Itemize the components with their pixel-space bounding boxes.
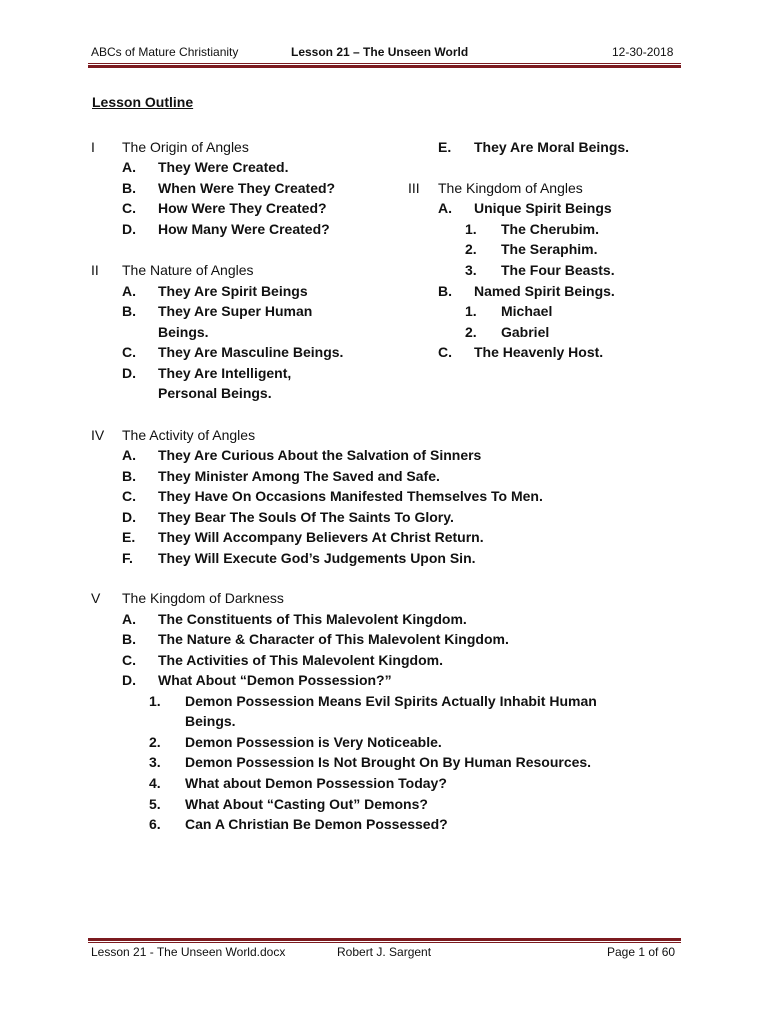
outline-label: 1.: [465, 221, 477, 237]
outline-item-text: They Minister Among The Saved and Safe.: [158, 468, 440, 484]
outline-label: 1.: [149, 693, 161, 709]
outline-item-text: The Seraphim.: [501, 241, 598, 257]
outline-item-text: The Constituents of This Malevolent Kingdom.: [158, 611, 467, 627]
outline-label: A.: [122, 159, 136, 175]
outline-label: F.: [122, 550, 133, 566]
outline-label: 3.: [465, 262, 477, 278]
outline-label: 2.: [465, 324, 477, 340]
outline-label: A.: [122, 447, 136, 463]
outline-item-text: How Were They Created?: [158, 200, 327, 216]
outline-item-text: They Are Spirit Beings: [158, 283, 308, 299]
outline-label: III: [408, 180, 420, 196]
outline-item-text: The Cherubim.: [501, 221, 600, 237]
footer-center: Robert J. Sargent: [337, 945, 432, 959]
outline-label: IV: [91, 427, 105, 443]
header-left: ABCs of Mature Christianity: [91, 45, 239, 59]
outline-label: A.: [122, 283, 136, 299]
outline-item-text: Demon Possession Is Not Brought On By Human Resources.: [185, 754, 592, 770]
outline-item-text: The Origin of Angles: [122, 139, 249, 155]
outline-label: B.: [438, 283, 452, 299]
outline-item-text: What About “Casting Out” Demons?: [185, 796, 428, 812]
outline-item-text: Demon Possession Means Evil Spirits Actually Inhabit Human: [185, 693, 597, 709]
outline-item-text: What About “Demon Possession?”: [158, 672, 392, 688]
outline-label: B.: [122, 180, 136, 196]
outline-item-text: Unique Spirit Beings: [474, 200, 612, 216]
outline-label: E.: [122, 529, 136, 545]
outline-label: I: [91, 139, 95, 155]
outline-label: C.: [122, 652, 136, 668]
outline-label: B.: [122, 631, 136, 647]
outline-item-text: Gabriel: [501, 324, 550, 340]
outline-item-text: They Will Accompany Believers At Christ Return.: [158, 529, 484, 545]
outline-label: C.: [122, 344, 136, 360]
outline-item-text: They Are Curious About the Salvation of Sinners: [158, 447, 482, 463]
outline-label: 2.: [149, 734, 161, 750]
outline-label: 4.: [149, 775, 161, 791]
outline-label: C.: [438, 344, 452, 360]
outline-item-text: Michael: [501, 303, 553, 319]
outline-item-text: The Heavenly Host.: [474, 344, 604, 360]
outline-label: B.: [122, 303, 136, 319]
outline-label: D.: [122, 221, 136, 237]
header-rule: [88, 63, 681, 64]
outline-item-text: Named Spirit Beings.: [474, 283, 615, 299]
outline-item-text: The Activities of This Malevolent Kingdom.: [158, 652, 443, 668]
outline-item-text: What about Demon Possession Today?: [185, 775, 447, 791]
outline-item-text: The Nature of Angles: [122, 262, 254, 278]
outline-label: II: [91, 262, 99, 278]
footer-rule-thick: [88, 938, 681, 941]
outline-label: D.: [122, 509, 136, 525]
outline-label: B.: [122, 468, 136, 484]
outline-item-text: They Were Created.: [158, 159, 289, 175]
outline-item-text: They Have On Occasions Manifested Themselves To Men.: [158, 488, 543, 504]
outline-item-text: Beings.: [185, 713, 236, 729]
outline-label: 5.: [149, 796, 161, 812]
outline-label: A.: [438, 200, 452, 216]
outline-item-text: Personal Beings.: [158, 385, 272, 401]
outline-item-text: They Bear The Souls Of The Saints To Glory.: [158, 509, 454, 525]
outline-item-text: The Four Beasts.: [501, 262, 615, 278]
footer-rule: [88, 942, 681, 943]
footer-right: Page 1 of 60: [607, 945, 676, 959]
outline-label: D.: [122, 365, 136, 381]
outline-label: E.: [438, 139, 452, 155]
outline-item-text: How Many Were Created?: [158, 221, 330, 237]
header-rule-thick: [88, 65, 681, 68]
outline-label: V: [91, 590, 101, 606]
outline-item-text: The Activity of Angles: [122, 427, 256, 443]
lesson-outline-title: Lesson Outline: [92, 94, 194, 110]
header-right: 12-30-2018: [612, 45, 674, 59]
outline-item-text: The Nature & Character of This Malevolent Kingdom.: [158, 631, 509, 647]
outline-item-text: Demon Possession is Very Noticeable.: [185, 734, 442, 750]
outline-label: C.: [122, 200, 136, 216]
footer-left: Lesson 21 - The Unseen World.docx: [91, 945, 286, 959]
outline-item-text: When Were They Created?: [158, 180, 336, 196]
outline-label: 3.: [149, 754, 161, 770]
outline-item-text: Beings.: [158, 324, 209, 340]
outline-label: 6.: [149, 816, 161, 832]
outline-label: C.: [122, 488, 136, 504]
outline-label: 1.: [465, 303, 477, 319]
outline-label: 2.: [465, 241, 477, 257]
outline-item-text: They Are Intelligent,: [158, 365, 292, 381]
outline-label: D.: [122, 672, 136, 688]
outline-item-text: They Will Execute God’s Judgements Upon Sin.: [158, 550, 476, 566]
outline-item-text: They Are Moral Beings.: [474, 139, 630, 155]
outline-item-text: The Kingdom of Darkness: [122, 590, 284, 606]
outline-item-text: They Are Super Human: [158, 303, 313, 319]
outline-item-text: Can A Christian Be Demon Possessed?: [185, 816, 448, 832]
outline-item-text: They Are Masculine Beings.: [158, 344, 344, 360]
header-center: Lesson 21 – The Unseen World: [291, 45, 469, 59]
outline-item-text: The Kingdom of Angles: [438, 180, 583, 196]
outline-label: A.: [122, 611, 136, 627]
